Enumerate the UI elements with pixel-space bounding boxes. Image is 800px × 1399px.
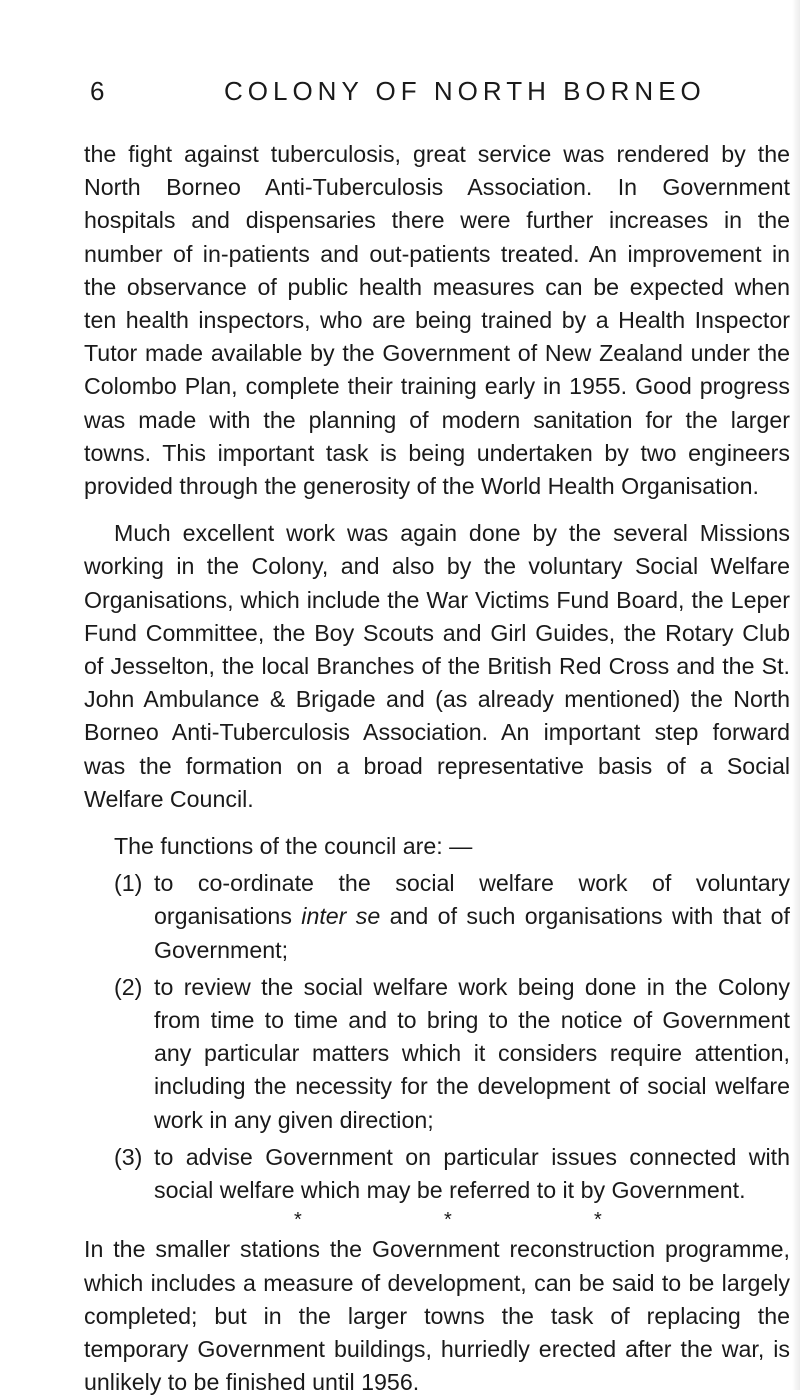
list-item-text: to co-ordinate the social welfare work of voluntary organisations inter se and of such organisations with that of Government;: [154, 870, 790, 963]
document-page: [84, 76, 790, 1399]
list-item-number: (3): [114, 1143, 143, 1170]
paragraph-tuberculosis-health: the fight against tuberculosis, great service was rendered by the North Borneo Anti-Tuberculosis Association. In Government hospitals and dispensaries there were further increases in the number of in-patients and out-patients treated. An improvement in the observance of public health measures can be expected when ten health inspectors, who are being trained by a Health Inspector Tutor made available by the Government of New Zealand under the Colombo Plan, complete their training early in 1955. Good progress was made with the planning of modern sanitation for the larger towns. This important task is being undertaken by two engineers provided through the generosity of the World Health Organisation.: [84, 141, 790, 500]
page-edge-shadow: [792, 0, 800, 1390]
paragraph-council-functions-intro: The functions of the council are: —: [114, 833, 473, 860]
council-functions-list: [84, 867, 790, 1207]
asterisk-glyph: *: [444, 1209, 452, 1232]
list-item: [84, 971, 790, 1137]
page-number: 6: [90, 76, 105, 106]
latin-phrase: inter se: [301, 903, 381, 930]
asterisk-glyph: *: [294, 1209, 302, 1232]
page-header: [84, 76, 790, 116]
list-item-text: to review the social welfare work being done in the Colony from time to time and to bring to the notice of Government any particular matters which it considers require attention, including the necessity for the development of social welfare work in any given direction;: [154, 973, 790, 1133]
list-item: [84, 1141, 790, 1207]
list-item-number: (2): [114, 973, 143, 1000]
running-title: COLONY OF NORTH BORNEO: [224, 76, 706, 106]
list-item: [84, 867, 790, 967]
asterisk-glyph: *: [594, 1209, 602, 1232]
list-item-number: (1): [114, 870, 143, 897]
list-item-text: to advise Government on particular issues connected with social welfare which may be referred to it by Government.: [154, 1143, 790, 1204]
section-separator: [84, 1207, 790, 1233]
paragraph-missions-welfare: Much excellent work was again done by the several Missions working in the Colony, and also by the voluntary Social Welfare Organisations, which include the War Victims Fund Board, the Leper Fund Committee, the Boy Scouts and Girl Guides, the Rotary Club of Jesselton, the local Branches of the British Red Cross and the St. John Ambulance & Brigade and (as already mentioned) the North Borneo Anti-Tuberculosis Association. An important step forward was the formation on a broad representative basis of a Social Welfare Council.: [84, 520, 790, 812]
paragraph-reconstruction: In the smaller stations the Government reconstruction programme, which includes a measure of development, can be said to be largely completed; but in the larger towns the task of replacing the temporary Government buildings, hurriedly erected after the war, is unlikely to be finished until 1956.: [84, 1236, 790, 1396]
